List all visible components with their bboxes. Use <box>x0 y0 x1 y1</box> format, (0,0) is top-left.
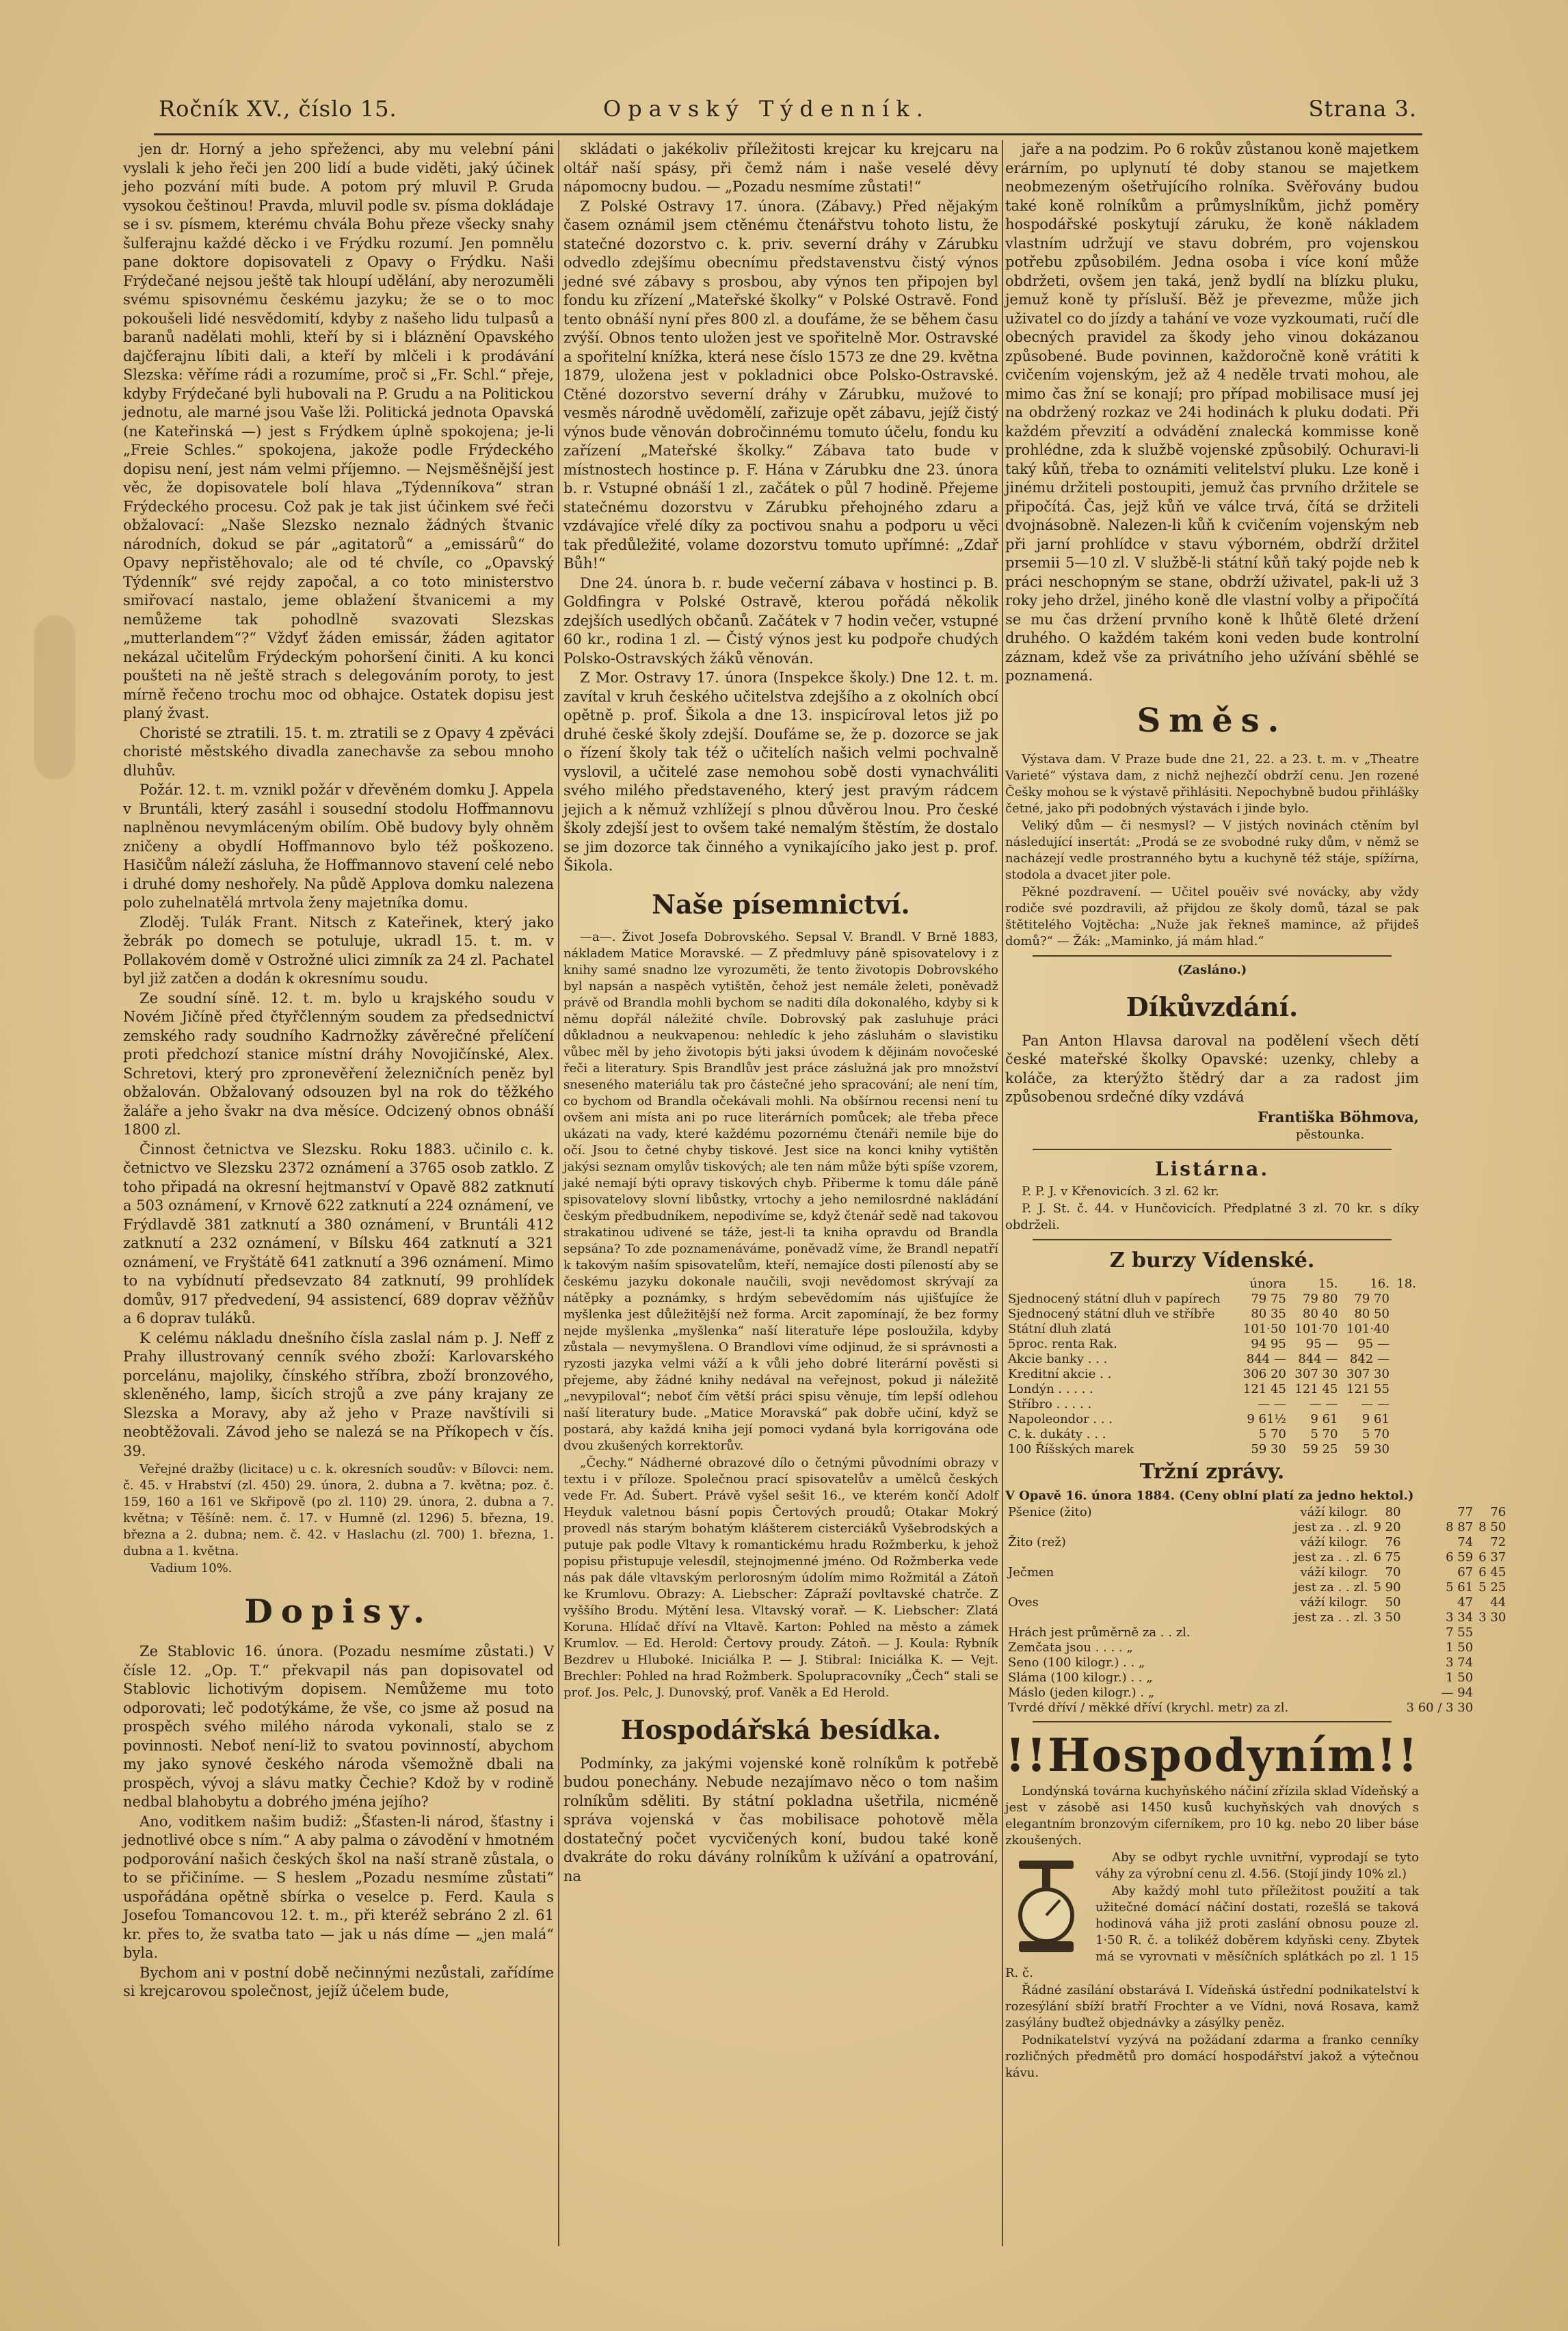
table-cell: 80 50 <box>1354 1307 1390 1321</box>
article-text: P. J. St. č. 44. v Hunčovicích. Předplatné 3 zl. 70 kr. s díky obdrželi. <box>1005 1201 1419 1232</box>
table-row <box>1005 1520 1509 1535</box>
table-cell <box>1291 1670 1370 1686</box>
table-cell: 8 87 <box>1446 1520 1474 1534</box>
table-cell: váží kilogr. <box>1300 1595 1368 1610</box>
table-row <box>1005 1352 1419 1367</box>
article-text: Dne 24. února b. r. bude večerní zábava v hostinci p. B. Goldfingra v Polské Ostravě, kterou pořádá několik zdejších usedlých občanů. Začátek v 7 hodin večer, vstupné 60 kr., rodina 1 zl. — Čistý výnos jest ku podpoře chudých Polsko-Ostravských žáků věnován. <box>563 574 998 667</box>
table-cell: 121 45 <box>1294 1382 1338 1396</box>
table-cell: Akcie banky . . . <box>1008 1352 1108 1366</box>
table-cell <box>1005 1610 1291 1625</box>
table-cell: Zemčata jsou . . . . „ <box>1008 1640 1133 1655</box>
table-row <box>1005 1427 1419 1442</box>
table-cell: 70 <box>1385 1565 1401 1580</box>
table-cell: 80 35 <box>1251 1307 1286 1321</box>
table-cell <box>1370 1701 1403 1716</box>
table-cell: 3 60 / 3 30 <box>1406 1701 1474 1715</box>
table-row <box>1005 1640 1509 1655</box>
section-heading: Směs. <box>1137 701 1288 740</box>
table-cell: 5 70 <box>1258 1427 1286 1441</box>
table-cell: 5 70 <box>1361 1427 1390 1441</box>
article-text: Výstava dam. V Praze bude dne 21, 22. a 23. t. m. v „Theatre Varieté“ výstava dam, z nichž nejhezčí obdrží cenu. Jen rozené Češky mohou se k výstavě přihlásiti. Nepochybně budou přihlášky četné, jako při podobných výstavách i jinde bylo. <box>1005 751 1419 816</box>
table-cell: 94 95 <box>1251 1337 1286 1351</box>
table-row <box>1005 1670 1509 1686</box>
table-cell <box>1005 1520 1291 1535</box>
table-cell: Hrách jest průměrně za . . zl. <box>1008 1625 1191 1640</box>
table-cell <box>1476 1625 1509 1640</box>
table-cell: Sjednocený státní dluh v papírech <box>1008 1292 1221 1306</box>
table-cell: 80 <box>1385 1505 1401 1519</box>
table-cell: 79 80 <box>1302 1292 1338 1306</box>
table-cell: 1 50 <box>1446 1670 1474 1685</box>
table-cell <box>1370 1640 1403 1655</box>
table-row <box>1005 1322 1419 1337</box>
table-cell <box>1370 1655 1403 1670</box>
signature-name: Františka Böhmova, <box>1258 1108 1419 1125</box>
table-cell: 50 <box>1385 1595 1401 1610</box>
advert-text: Aby každý mohl tuto příležitost použití a tak užitečné domácí náčiní dostati, rozešlá se taková hodinová váha již proti zaslání obnosu pouze zl. 1·50 R. č. a tolikéž doběrem kdyňski ceny. Zbytek má se vyrovnati v měsíčních splátkách po zl. 1 15 R. č. <box>1005 1884 1419 1980</box>
table-row <box>1005 1580 1509 1595</box>
article-text: Veřejné dražby (licitace) u c. k. okresních soudův: v Bílovci: nem. č. 45. v Hrabství (zl. 450) 29. února, 2. dubna a 7. května; poz. č. 159, 160 a 161 ve Skřipově (po zl. 110) 29. února, 2. dubna a 7. května; v Těšíně: nem. č. 17. v Humně (zl. 1296) 5. března, 19. března a 2. dubna; nem. č. 42. v Haslachu (zl. 700) 1. března, 1. dubna a 1. května. <box>123 1462 554 1558</box>
table-cell: 5 25 <box>1478 1580 1506 1595</box>
table-cell: 95 — <box>1357 1337 1390 1351</box>
table-cell <box>1476 1701 1509 1716</box>
table-cell: Kreditní akcie . . <box>1008 1367 1112 1381</box>
table-cell: 844 — <box>1246 1352 1286 1366</box>
table-cell: — 94 <box>1441 1686 1474 1700</box>
article-text: Choristé se ztratili. 15. t. m. ztratili se z Opavy 4 zpěváci choristé městského divadla zanechavše za sebou mnoho dluhův. <box>123 724 554 779</box>
table-cell: Pšenice (žito) <box>1008 1505 1092 1519</box>
table-cell: C. k. dukáty . . . <box>1008 1427 1106 1441</box>
market-table <box>1005 1505 1509 1716</box>
advert-heading: !!Hospodyním!! <box>1005 1729 1419 1782</box>
table-cell: 5 61 <box>1446 1580 1474 1595</box>
article-text: Ze soudní síně. 12. t. m. bylo u krajského soudu v Novém Jičíně před čtyřčlenným soudem za předsednictví zemského rady soudního Kadrnožky závěrečné přelíčení proti předchozí stanice místní dráhy Novojičínské, Alex. Schretovi, který pro zpronevěření železničních peněz byl obžalován. Obžalovaný odsouzen byl na rok do těžkého žaláře a jeho švakr na dva měsíce. Odcizený obnos obnáší 1800 zl. <box>123 989 554 1138</box>
table-row <box>1005 1367 1419 1382</box>
table-cell: váží kilogr. <box>1300 1535 1368 1549</box>
table-cell <box>1370 1670 1403 1686</box>
divider <box>1033 1149 1392 1150</box>
table-cell: 74 <box>1457 1535 1474 1549</box>
advert-text: Podnikatelství vyzývá na požádaní zdarma a franko cenníky rozličných předmětů pro domácí hospodářství jakož a výtečnou kávu. <box>1005 2033 1419 2080</box>
table-cell: 101·70 <box>1294 1322 1338 1336</box>
table-row <box>1005 1307 1419 1322</box>
table-row <box>1005 1686 1509 1701</box>
table-cell: 80 40 <box>1302 1307 1338 1321</box>
article-text: P. P. J. v Křenovicích. 3 zl. 62 kr. <box>1022 1184 1219 1199</box>
column-divider <box>1002 140 1003 2246</box>
table-cell <box>1291 1640 1370 1655</box>
table-cell: 67 <box>1457 1565 1474 1580</box>
table-cell: váží kilogr. <box>1300 1505 1368 1519</box>
table-cell: Napoleondor . . . <box>1008 1412 1113 1426</box>
burza-table <box>1005 1277 1419 1457</box>
section-heading: Tržní zprávy. <box>1139 1460 1285 1484</box>
table-cell <box>1476 1670 1509 1686</box>
section-heading: Z burzy Vídenské. <box>1109 1249 1315 1273</box>
table-cell: 72 <box>1490 1535 1506 1549</box>
article-text: Vadium 10%. <box>150 1561 232 1575</box>
article-text: Podmínky, za jakými vojenské koně rolníkům k potřebě budou ponechány. Nebude nezajímavo něco o tom našim rolníkům sděliti. By státní pokladna ušetřila, nicméně správa vojenská v čas mobilisace pohotově měla dostatečný počet vycvičených koní, budou také koně dvakráte do roku dávány rolníkům k užívání a opatrování, na <box>563 1755 998 1884</box>
table-cell: Stříbro . . . . . <box>1008 1397 1092 1411</box>
article-text: —a—. Život Josefa Dobrovského. Sepsal V. Brandl. V Brně 1883, nákladem Matice Moravské. — Z předmluvy páně spisovatelovy i z knihy samé snadno lze vyrozuměti, že tento životopis Dobrovského byl napsán a naspěch vytištěn, čehož jest nemále želeti, poněvadž právě od Brandla mohli bychom se naditi díla dokonalého, kdyby si k němu dopřál náležité chvíle. Dobrovský pak zasluhuje práci důkladnou a neukvapenou: nehledíc k jeho zásluhám o slavistiku vůbec měl by jeho životopis býti jaksi úvodem k dějinám novočeské řeči a literatury. Spis Brandlův jest práce záslužná jak pro množství sneseného materiálu tak pro částečné jeho spracování; ale není tím, co bychom od Brandla očekávali mohli. Na obšírnou recensi není tu ovšem ani místa ani po ruce literárních pomůcek; ale třeba přece ukázati na vady, které každému pozornému čtenáři nemile bije do očí. Jsou to četné chyby tiskové. Jest sice na konci knihy vytištěn jakýsi seznam omylův tiskových; ale ten nám může býti spíše vzorem, jaké nemají býti opravy tiskových chyb. Přiberme k tomu dále páně spisovatelovy slovní libůstky, vrtochy a jeho nemilosrdné nakládání českým předbudníkem, nepodivíme se, když čtenář sedě nad takovou strakatinou udivené se táže, jest-li ta kniha opravdu od Brandla sepsána? To zde poznamenáváme, poněvadž víme, že Brandl nepatří k takovým naším spisovatelům, kteří, nemajíce dosti píleností aby se českému jazyku dokonale naučili, svoji nevědomost skrývají za nátěpky a poznámky, s hrdým sebevědomím nás ujišťujíce že myšlenka jest důležitější než forma. Arcit zapomínají, že bez formy nejde myšlenka „myšlenka“ naší literatuře lépe posloužila, kdyby zůstala — nevymyšlena. O Brandlovi víme odjinud, že si správnosti a ryzosti jazyka velmi váží a k vůli jeho dobré literární pověsti si přejeme, aby žádné knihy nedával na veřejnost, pokud ji náležitě „nevypiloval“; neboť čím větší práci spisu věnuje, tím lepší odlehou naší literatury bude. „Matice Moravská“ pak dobře učiní, když se postará, aby každá kniha její pomoci vydaná byla korrigována ode dvou zkušených korrektorův. <box>563 929 998 1453</box>
table-cell: Žito (rež) <box>1008 1535 1066 1549</box>
column-header: 15. <box>1318 1277 1338 1291</box>
table-cell: 3 34 <box>1446 1610 1474 1625</box>
table-cell: — — <box>1309 1397 1338 1411</box>
column-2 <box>563 140 998 2226</box>
table-cell <box>1370 1625 1403 1640</box>
table-cell: jest za . . zl. <box>1294 1580 1368 1595</box>
market-subtitle: V Opavě 16. února 1884. (Ceny oblní platí za jedno hektol.) <box>1005 1489 1414 1503</box>
newspaper-title: Opavský Týdenník. <box>603 96 930 122</box>
table-row <box>1005 1565 1509 1580</box>
table-cell: 76 <box>1490 1505 1506 1519</box>
article-text: Pěkné pozdravení. — Učitel pouěiv své novácky, aby vždy rodiče své pozdravili, až přijdou ze školy domů, tázal se pak štětitelého Vojtěcha: „Nuže jak řekneš mamince, až přijdeš domů?“ — Žák: „Maminko, já mám hlad.“ <box>1005 884 1419 948</box>
table-cell <box>1005 1550 1291 1565</box>
table-cell: 79 70 <box>1354 1292 1390 1306</box>
table-cell: Sláma (100 kilogr.) . . „ <box>1008 1670 1153 1685</box>
column-3 <box>1005 140 1506 2246</box>
table-cell: — — <box>1361 1397 1390 1411</box>
table-cell: 9 20 <box>1373 1520 1401 1534</box>
table-cell: Státní dluh zlatá <box>1008 1322 1111 1336</box>
section-heading: Díkůvzdání. <box>1126 991 1299 1022</box>
paper-stain <box>34 615 75 780</box>
table-cell: 9 61 <box>1361 1412 1390 1426</box>
table-row <box>1005 1610 1509 1625</box>
table-cell: Londýn . . . . . <box>1008 1382 1093 1396</box>
table-cell: 76 <box>1385 1535 1401 1549</box>
article-text: K celému nákladu dnešního čísla zaslal nám p. J. Neff z Prahy illustrovaný cenník svého zboží: Karlovarského porcelánu, majoliky, čínského stříbra, zboží bronzového, skleněného, lamp, šicích strojů a zve pány krajany ze Slezska a Moravy, aby až jeho v Praze navštívili si neobtěžovali. Závod jeho se nalezá se na Příkopech v čís. 39. <box>123 1329 554 1459</box>
table-row <box>1005 1595 1509 1610</box>
table-cell <box>1476 1640 1509 1655</box>
table-cell: 3 74 <box>1446 1655 1474 1670</box>
article-text: Veliký dům — či nesmysl? — V jistých novinách ctěním byl následující insertát: „Prodá se ze svobodné ruky dům, v němž se nacházejí vedle prostranného bytu a kuchyně též stáje, spížírna, stodola a dvacet jiter pole. <box>1005 818 1419 882</box>
table-row <box>1005 1412 1419 1427</box>
table-cell: 59 30 <box>1251 1442 1286 1456</box>
column-header: 16. <box>1370 1277 1390 1291</box>
table-cell: jest za . . zl. <box>1294 1520 1368 1534</box>
table-cell: 101·50 <box>1243 1322 1286 1336</box>
table-cell: Máslo (jeden kilogr.) . „ <box>1008 1686 1155 1700</box>
table-row <box>1005 1442 1419 1457</box>
table-cell: 307 30 <box>1294 1367 1338 1381</box>
table-cell <box>1291 1686 1370 1701</box>
table-row <box>1005 1701 1509 1716</box>
divider <box>1033 955 1392 957</box>
article-text: Z Polské Ostravy 17. února. (Zábavy.) Před nějakým časem oznámil jsem ctěnému čtenářstvu tohoto listu, že statečné dozorstvo c. k. priv. severní dráhy v Zárubku odvedlo zdejšímu obecnímu představenstvu čistý výnos jedné své zábavy s prosbou, aby výnos ten připojen byl fondu ku zřízení „Mateřské školky“ v Polské Ostravě. Fond tento obnáší nyní přes 800 zl. a doufáme, že se během času zvýší. Obnos tento uložen jest ve spořitelně Mor. Ostravské a spořitelní knížka, která nese číslo 1573 ze dne 29. května 1879, uložena jest v pokladnici obce Polsko-Ostravské. Ctěné dozorstvo severní dráhy v Zárubku, mužové to vesměs národně uvědomělí, zařizuje opět zábavu, jejíž čistý výnos bude věnován dobročinnému tomuto účelu, fondu ku zařízení „Mateřské školky.“ Zábava tato bude v místnostech hostince p. F. Hána v Zárubku dne 23. února b. r. Vstupné obnáší 1 zl., začátek o půl 7 hodině. Přejeme statečnému dozorstvu v Zárubku přehojného zdaru a vzdávajíce vřelé díky za poctivou snahu a podporu u věci tak předůležité, volame dozorstvu tomuto upřímné: „Zdař Bůh!“ <box>563 198 998 572</box>
table-cell: 1 50 <box>1446 1640 1474 1655</box>
column-header: února <box>1249 1277 1286 1291</box>
table-cell: jest za . . zl. <box>1294 1550 1368 1564</box>
table-cell <box>1291 1625 1370 1640</box>
table-cell: 6 75 <box>1373 1550 1401 1564</box>
table-cell: 844 — <box>1298 1352 1338 1366</box>
table-cell: 5 90 <box>1373 1580 1401 1595</box>
table-cell: 5 70 <box>1310 1427 1338 1441</box>
article-text: Činnost četnictva ve Slezsku. Roku 1883. učinilo c. k. četnictvo ve Slezsku 2372 oznámení a 3765 osob zatklo. Z toho připadá na okresní hejtmanství v Opavě 882 zatknutí a 503 oznámení, v Krnově 622 zatknutí a 224 oznámení, ve Frýdlavdě 381 zatknutí a 380 oznámení, v Bruntáli 412 zatknutí a 232 oznámení, v Bílsku 464 zatknutí a 321 oznámení, ve Fryštátě 641 zatknutí a 396 oznámení. Mimo to na vybídnutí předsevzato 84 zatknutí, 99 prohlídek domův, 917 předvedení, 94 assistencí, 689 doprav věžňův a 6 doprav tuláků. <box>123 1141 554 1327</box>
table-header-row <box>1005 1277 1419 1292</box>
column-divider <box>558 140 559 2246</box>
table-cell: 77 <box>1457 1505 1474 1519</box>
signature-role: pěstounka. <box>1295 1128 1364 1142</box>
table-cell: 8 50 <box>1478 1520 1506 1534</box>
table-cell: 6 59 <box>1446 1550 1474 1564</box>
article-text: Ano, voditkem našim budiž: „Šťasten-li národ, šťastny i jednotlivé obce s ním.“ A aby palma o závodění v hmotném podporování našich českých škol na naší straně zůstala, o to se přičiníme. — S heslem „Pozadu nesmíme zůstati“ uspořádána opětně sbírka o veselce p. Ferd. Kaula s Josefou Tomancovou 12. t. m., při kteréž sebráno 2 zl. 61 kr. přes to, že svatba tato — jak u nás díme — „jen malá“ byla. <box>123 1813 554 1961</box>
table-cell: 6 37 <box>1478 1550 1506 1564</box>
table-cell: 5proc. renta Rak. <box>1008 1337 1117 1351</box>
table-cell: 100 Říšských marek <box>1008 1442 1134 1456</box>
table-cell: Ječmen <box>1008 1565 1054 1580</box>
table-cell <box>1476 1686 1509 1701</box>
table-row <box>1005 1550 1509 1565</box>
divider <box>1033 1239 1392 1240</box>
table-cell: 59 25 <box>1302 1442 1338 1456</box>
table-row <box>1005 1505 1509 1520</box>
header-rule <box>154 133 1422 135</box>
table-cell <box>1291 1655 1370 1670</box>
table-cell <box>1476 1655 1509 1670</box>
section-heading: Hospodářská besídka. <box>620 1714 942 1745</box>
article-text: jaře a na podzim. Po 6 rokův zůstanou koně majetkem erárním, po uplynutí té doby stanou se majetkem neobmezeným ošetřujícího rolníka. Svěřovány budou také koně rolníkům a průmyslníkům, jichž poměry hospodářské poskytují záruku, že koně nákladem vlastním udržují ve stavu dobrém, pro vojenskou potřebu způsobilém. Jedna osoba i více koní může obdržeti, ovšem jen taká, jenž bydlí na blízku pluku, jemuž koně ty přísluší. Běž je převezme, může jich uživatel co do jízdy a tahání ve voze vyzkoumati, ručí dle obecných pravidel za škody jeho vinou dokázanou způsobené. Bude povinnen, každoročně koně vrátiti k cvičením vojenským, jež až 4 neděle trvati mohou, ale mimo čas žní se konají; pro případ mobilisace musí jej na obdržený rozkaz ve 24i hodinách k pluku dodati. Při každém převzití a odvádění znalecká kommisse koně prohlédne, zda k službě vojenské způsobilý. Ochuravi-li taký kůň, třeba to oznámiti velitelství pluku. Lze koně i jinému držiteli postoupiti, jemuž čas prvního držitele se připočítá. Čas, jejž kůň ve válce trvá, čítá se držiteli dvojnásobně. Nalezen-li kůň k cvičením vojenským neb při jarní prohlídce v stavu výborném, obdrží držitel prsemii 5—10 zl. V službě-li státní kůň taký pojde neb k práci neschopným se stane, obdrží uživatel, pak-li už 3 roky jeho držel, jiného koně dle vlastní volby a připočítá se mu čas držení prvního koně k lhůtě 6leté držení druhého. O každém takém koni veden bude kontrolní záznam, kdež vše za privátního jeho užívání sběhlé se poznamená. <box>1005 141 1419 684</box>
table-cell: 79 75 <box>1251 1292 1286 1306</box>
table-cell: 121 55 <box>1346 1382 1390 1396</box>
table-cell: 3 50 <box>1373 1610 1401 1625</box>
advert-text: Aby se odbyt rychle uvnitřní, vyprodají se tyto váhy za výrobní cenu zl. 4.56. (Stojí jindy 10% zl.) <box>1095 1850 1419 1881</box>
article-text: Bychom ani v postní době nečinnými nezůstali, zařídíme si krejcarovou společnost, jejíž účelem bude, <box>123 1964 554 1999</box>
table-cell: 47 <box>1457 1595 1474 1610</box>
table-cell: 6 45 <box>1478 1565 1506 1580</box>
section-heading: Dopisy. <box>244 1593 433 1631</box>
table-row <box>1005 1535 1509 1550</box>
table-cell: 7 55 <box>1446 1625 1474 1640</box>
table-cell: 95 — <box>1305 1337 1338 1351</box>
table-cell: 3 30 <box>1478 1610 1506 1625</box>
article-text: skládati o jakékoliv příležitosti krejcar ku krejcaru na oltář naší spásy, při čemž nám i naše veselé děvy nápomocny budou. — „Pozadu nesmíme zůstati!“ <box>563 141 998 195</box>
table-cell: 9 61 <box>1310 1412 1338 1426</box>
article-text: „Čechy.“ Nádherné obrazové dílo o četnými původními obrazy v textu i v příloze. Společnou prací spisovatelův a umělců českých vede Fr. Ad. Šubert. Právě vyšel sešit 16., ve kterém končí Adolf Heyduk valetnou básní popis Čertových proudů; Otakar Mokrý provedl nás starým bohatým klášterem cisterciáků Vyšebrodských a putuje pak podle Vltavy k romantickému hradu Rožmberku, k jehož popisu přistupuje velesdíl, stejnojmenné jméno. Od Rožmberka vede nás pak dále vltavským perlorosným údolím mimo Rožmitál a Zátoň ke Krumlovu. Obrazy: A. Liebscher: Zápraží povltavské chatrče. Z vyššího Brodu. Mýtění lesa. Vltavský vorař. — K. Liebscher: Zlatá Koruna. Hlídač dříví na Vltavě. Karton: Pohled na město a zámek Krumlov. — Ed. Herold: Čertovy proudy. Zátoň. — J. Koula: Rybník Bezdrev u Hluboké. Iniciálka P. — J. Stibral: Iniciálka K. — Vejt. Brechler: Pohled na hrad Rožmberk. Spolupracovníky „Čech“ stali se prof. Jos. Pelc, J. Dunovský, prof. Vaněk a Ed Herold. <box>563 1455 998 1700</box>
issue-label: Ročník XV., číslo 15. <box>159 96 397 122</box>
table-cell: 842 — <box>1349 1352 1390 1366</box>
table-cell: váží kilogr. <box>1300 1565 1368 1580</box>
table-cell: Oves <box>1008 1595 1039 1610</box>
section-heading: Naše písemnictví. <box>652 888 910 920</box>
article-text: Požár. 12. t. m. vznikl požár v dřevěném domku J. Appela v Bruntáli, který zasáhl i sousední stodolu Hoffmannovu naplněnou nevymláceným obilím. Obě budovy byly ohněm zničeny a obydlí Hoffmannovo bylo též poškozeno. Hasičům náleží zásluha, že Hoffmannovo stavení celé nebo i druhé domy neshořely. Na půdě Applova domku nalezena polo zuhelnatělá mrtvola ženy majetníka domu. <box>123 782 554 911</box>
page-number: Strana 3. <box>1308 96 1417 122</box>
page-header <box>159 96 1417 129</box>
advert-text: Londýnská továrna kuchyňského náčiní zřízila sklad Vídeňský a jest v zásobě asi 1450 kusů kuchyňských vah dnových s elegantním bronzovým ciferníkem, pro 10 kg. nebo 20 liber báse zkoušených. <box>1005 1784 1419 1848</box>
table-row <box>1005 1337 1419 1352</box>
table-cell: — — <box>1258 1397 1286 1411</box>
table-cell: Tvrdé dříví / měkké dříví (krychl. metr) za zl. <box>1008 1701 1289 1715</box>
article-text: jen dr. Horný a jeho spřeženci, aby mu velební páni vyslali k jeho řeči jen 200 lidí a bude viděti, jaký účinek jeho pozvání míti bude. A potom prý mluvil P. Gruda vysokou češtinou! Pravda, mluvil podle sv. písma dokládaje se i sv. písmem, kterému chvála Bohu přeze všecky snahy šulferajnu každé děcko i ve Frýdku rozumí. Jen pomnělu pane doktore dopisovateli z Opavy o Frýdku. Naši Frýdečané nejsou ještě tak hloupí udělání, aby nerozuměli svému spisovnému českému jazyku; že se o to moc pokoušeli lidé nesvědomití, kdyby z našeho lidu tulpasů a baranů nadělati mohli, kteří by si i bláznění Opavského dajčferajnu líbiti dali, a kteří by mlčeli i k prodávání Slezska: věříme rádi a rozumíme, proč si „Fr. Schl.“ přeje, kdyby Frýdečané byli hubovali na P. Grudu a na Politickou jednotu, ale marné jsou Vaše lži. Politická jednota Opavská (ne Kateřinská —) jest s Frýdkem úplně spokojena; je-li „Freie Schles.“ spokojena, jakože podle Frýdeckého dopisu není, jest nám velmi příjemno. — Nejsměšnější jest věc, že dopisovatele bolí hlava „Týdenníkova“ stran Frýdeckého procesu. Což pak je tak jist účinkem své řeči obžalovací: „Naše Slezsko neznalo žádných štvanic národních, dokud se pár „agitatorů“ a „emissárů“ do Opavy nepřistěhovalo; ale od té chvíle, co „Opavský Týdenník“ své rejdy započal, a co toto ministerstvo smiřovací nastalo, jeme oblažení štvanicemi a my nemůžeme tak pohodlně svazovati Slezskas „mutterlandem“?“ Vždyť žáden emissár, žáden agitator nekázal učitelům Frýdeckým pohoršení činiti. A ku konci poušteti na ně ještě strach s delegováním poroty, to jest mírně řečeno trochu moc od obhajce. Ostatek dopisu jest planý žvast. <box>123 141 554 721</box>
advert-text: Řádné zasílání obstarává I. Vídeňská ústřední podnikatelství k rozesýlání sbíží bratří Frochter a ve Vídni, nová Rosava, kamž zasýlány buďtež objednávky a zásýlky peněz. <box>1005 1983 1419 2030</box>
table-cell: jest za . . zl. <box>1294 1610 1368 1625</box>
table-cell: Sjednocený státní dluh ve stříbře <box>1008 1307 1215 1321</box>
article-text: Pan Anton Hlavsa daroval na podělení všech dětí české mateřské školky Opavské: uzenky, chleby a koláče, za kterýžto štědrý dar a za radost jim způsobenou srdečné díky vzdává <box>1005 1032 1419 1105</box>
table-cell <box>1005 1277 1237 1292</box>
table-cell <box>1291 1701 1370 1716</box>
table-cell: 59 30 <box>1354 1442 1390 1456</box>
section-heading: Listárna. <box>1154 1158 1270 1180</box>
article-text: Zloděj. Tulák Frant. Nitsch z Kateřinek, který jako žebrák po domech se potuluje, ukradl 15. t. m. v Pollakovém domě v Ostrožné ulici zimník za 24 zl. Pachatel byl již zatčen a dodán k okresnímu soudu. <box>123 914 554 987</box>
table-cell: Seno (100 kilogr.) . . „ <box>1008 1655 1145 1670</box>
kitchen-scale-icon <box>1005 1854 1087 1956</box>
table-cell: 306 20 <box>1243 1367 1286 1381</box>
table-cell: 101·40 <box>1346 1322 1390 1336</box>
table-cell: 44 <box>1490 1595 1506 1610</box>
table-cell <box>1370 1686 1403 1701</box>
article-text: Z Mor. Ostravy 17. února (Inspekce školy.) Dne 12. t. m. zavítal v kruh českého učitelstva zdejšího a z okolních obcí opětně p. prof. Šikola a dne 13. inspicíroval letos již po druhé české školy zdejší. Doufáme se, že p. dozorce se jak o řízení školy tak též o učitelích našich velmi pochvalně vyslovil, a učitelé zase nemohou sobě dosti vynachváliti svého milého představeného, který jest pravým rádcem jejich a k němuž vzhlížejí s plnou důvěrou lnou. Pro české školy zdejší jest to ovšem také nemalým štěstím, že dostalo se jim dozorce tak činného a vynikajícího jako jest p. prof. Šikola. <box>563 669 998 874</box>
divider <box>1033 1721 1392 1722</box>
article-text: Ze Stablovic 16. února. (Pozadu nesmíme zůstati.) V čísle 12. „Op. T.“ překvapil nás pan dopisovatel od Stablovic lichotivým dopisem. Nemůžeme mu toto odporovati; leč podotýkáme, že vše, co jsme až posud na prospěch svého milého národa vykonali, stalo se z povinnosti. Neboť není-liž to svatou povinností, abychom my jako synové českého národa všemožně dbali na prospěch, vývoj a slávu matky Čechie? Kdož by v rodině nedbal blahobytu a dobrého jména jejího? <box>123 1643 554 1810</box>
table-row <box>1005 1397 1419 1412</box>
column-header: 18. <box>1396 1277 1416 1291</box>
column-1 <box>123 140 554 2253</box>
table-row <box>1005 1292 1419 1307</box>
table-cell <box>1005 1580 1291 1595</box>
table-row <box>1005 1655 1509 1670</box>
table-cell: 121 45 <box>1243 1382 1286 1396</box>
table-row <box>1005 1382 1419 1397</box>
table-cell: 307 30 <box>1346 1367 1390 1381</box>
table-row <box>1005 1625 1509 1640</box>
notice-label: (Zasláno.) <box>1177 962 1247 977</box>
table-cell: 9 61½ <box>1247 1412 1286 1426</box>
